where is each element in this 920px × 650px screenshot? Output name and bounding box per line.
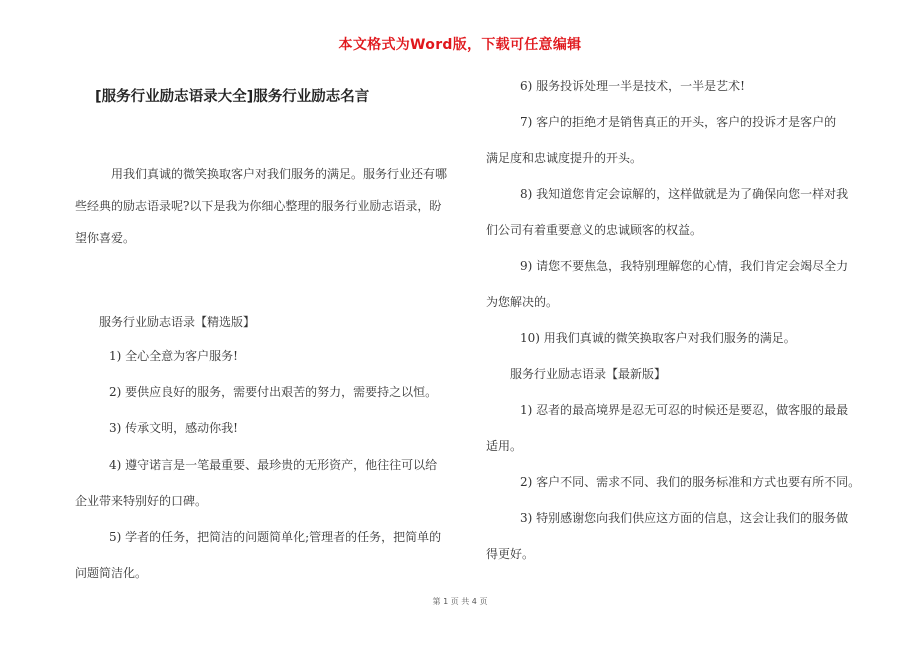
- text-line: 满足度和忠诚度提升的开头。: [486, 151, 643, 165]
- list-item: [486, 329, 896, 347]
- text-line: 得更好。: [486, 547, 535, 561]
- editable-word-banner: 本文格式为Word版，下载可任意编辑: [338, 37, 582, 53]
- text-line: 5) 学者的任务，把简洁的问题简单化;管理者的任务，把简单的: [109, 530, 442, 544]
- text-line: 9) 请您不要焦急，我特别理解您的心情，我们肯定会竭尽全力: [520, 259, 849, 273]
- list-item: [75, 419, 487, 437]
- document-title: [服务行业励志语录大全]服务行业励志名言: [95, 89, 370, 105]
- list-item: [75, 528, 453, 582]
- text-line: 8) 我知道您肯定会谅解的，这样做就是为了确保向您一样对我: [520, 187, 849, 201]
- page-number-footer: 第 1 页 共 4 页: [432, 597, 488, 606]
- text-line: 3) 传承文明，感动你我!: [109, 421, 238, 435]
- text-line: 问题简洁化。: [75, 566, 148, 580]
- list-item: [486, 113, 862, 167]
- text-line: 10) 用我们真诚的微笑换取客户对我们服务的满足。: [520, 331, 796, 345]
- text-line: 用我们真诚的微笑换取客户对我们服务的满足。服务行业还有哪: [111, 167, 448, 181]
- list-item: [486, 473, 896, 491]
- text-line: 7) 客户的拒绝才是销售真正的开头，客户的投诉才是客户的: [520, 115, 837, 129]
- section-heading-latest: [486, 365, 886, 383]
- text-line: 2) 要供应良好的服务，需要付出艰苦的努力，需要持之以恒。: [109, 385, 438, 399]
- text-line: 4) 遵守诺言是一笔最重要、最珍贵的无形资产，他往往可以给: [109, 458, 438, 472]
- text-line: 企业带来特别好的口碑。: [75, 494, 208, 508]
- list-item: [486, 257, 862, 311]
- text-line: 们公司有着重要意义的忠诚顾客的权益。: [486, 223, 703, 237]
- list-item: [486, 509, 862, 563]
- list-item: [75, 456, 453, 510]
- list-item: [486, 401, 862, 455]
- section-heading-featured: [75, 313, 477, 331]
- text-line: 1) 忍者的最高境界是忍无可忍的时候还是要忍，做客服的最最: [520, 403, 849, 417]
- list-item: [75, 347, 487, 365]
- text-line: 适用。: [486, 439, 523, 453]
- text-line: 服务行业励志语录【最新版】: [510, 367, 667, 381]
- list-item: [486, 77, 896, 95]
- list-item: [75, 383, 487, 401]
- list-item: [486, 185, 862, 239]
- text-line: 服务行业励志语录【精选版】: [99, 315, 256, 329]
- text-line: 1) 全心全意为客户服务!: [109, 349, 238, 363]
- text-line: 为您解决的。: [486, 295, 559, 309]
- text-line: 些经典的励志语录呢?以下是我为你细心整理的服务行业励志语录，盼: [75, 199, 442, 213]
- text-line: 望你喜爱。: [75, 231, 136, 245]
- text-line: 2) 客户不同、需求不同、我们的服务标准和方式也要有所不同。: [520, 475, 861, 489]
- intro-paragraph: [75, 165, 453, 247]
- text-line: 3) 特别感谢您向我们供应这方面的信息，这会让我们的服务做: [520, 511, 849, 525]
- text-line: 6) 服务投诉处理一半是技术，一半是艺术!: [520, 79, 745, 93]
